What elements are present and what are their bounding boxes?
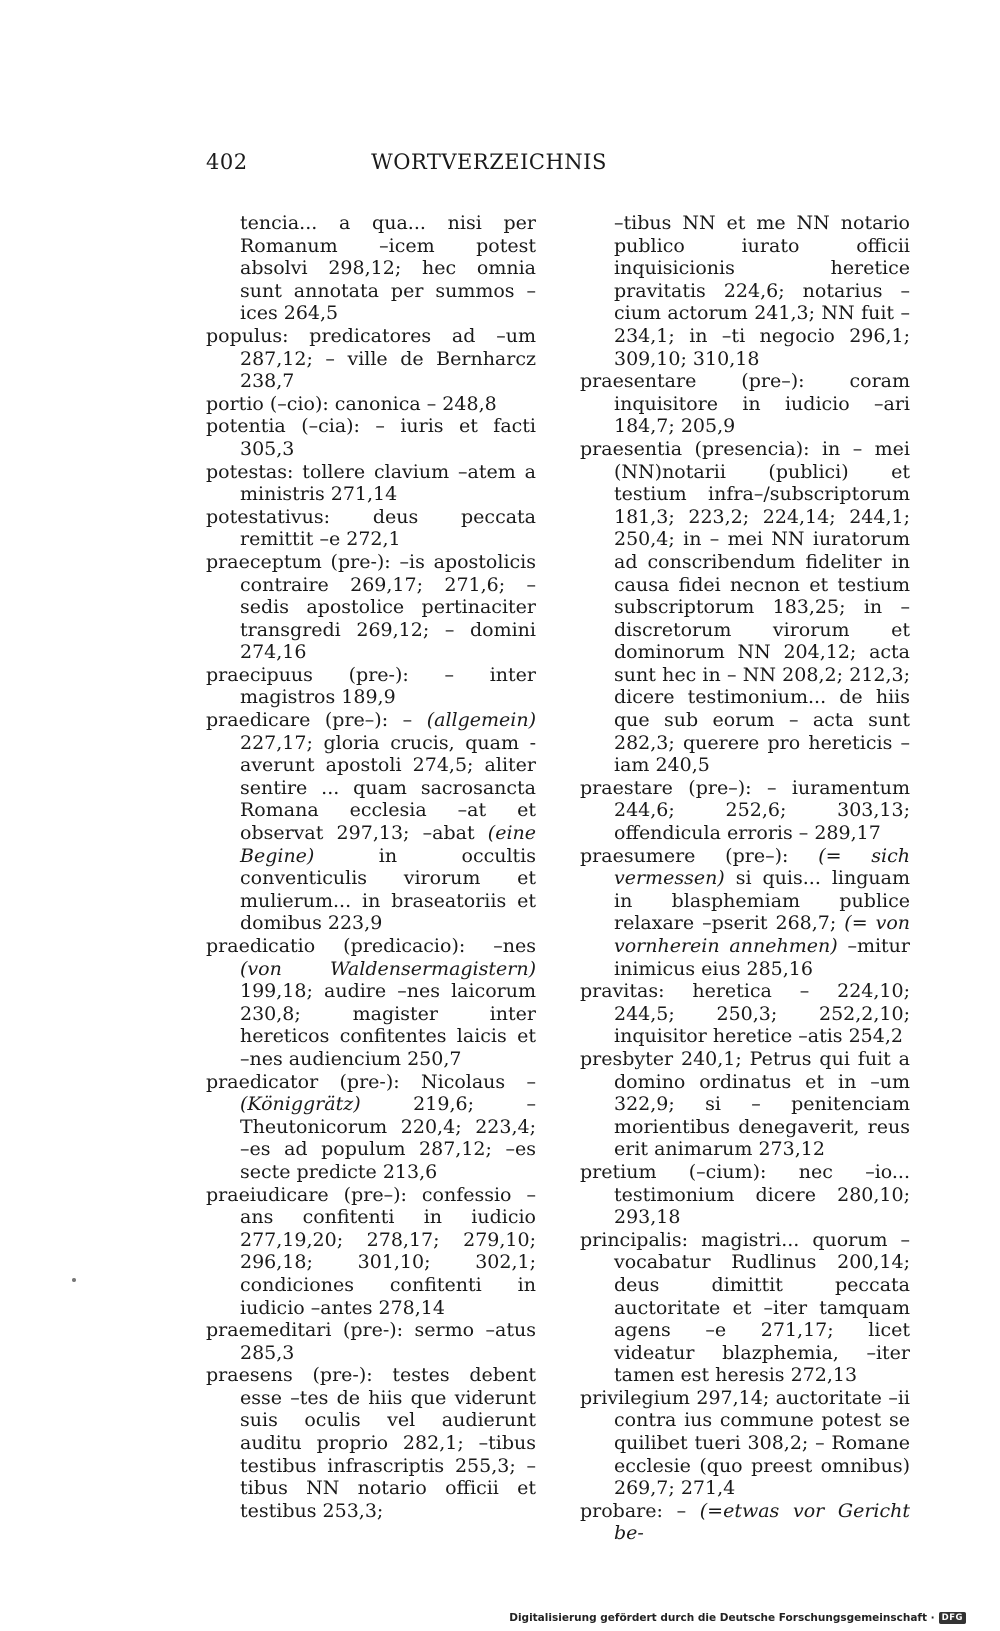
footer-text: Digitalisierung gefördert durch die Deutsche Forschungsgemeinschaft · <box>509 1612 935 1624</box>
index-entry: potestativus: deus peccata remittit –e 272,1 <box>206 505 536 551</box>
index-entry: praeceptum (pre-): –is apostolicis contraire 269,17; 271,6; – sedis apostolice pertinaciter transgredi 269,12; – domini 274,16 <box>206 550 536 664</box>
index-entry: praesentare (pre–): coram inquisitore in iudicio –ari 184,7; 205,9 <box>580 370 910 438</box>
margin-dot <box>72 1278 76 1282</box>
page-title: WORTVERZEICHNIS <box>371 150 607 174</box>
index-entry: praeiudicare (pre–): confessio –ans confitenti in iudicio 277,19,20; 278,17; 279,10; 296,18; 301,10; 302,1; condiciones confitenti in iudicio –antes 278,14 <box>206 1183 536 1319</box>
index-entry: potestas: tollere clavium –atem a ministris 271,14 <box>206 460 536 506</box>
index-entry: praesentia (presencia): in – mei (NN)notarii (publici) et testium infra–/subscriptorum 181,3; 223,2; 224,14; 244,1; 250,4; in – mei NN iuratorum ad conscribendum fideliter in causa fidei necnon et testium subscriptorum 183,25; in – discretorum virorum et dominorum NN 204,12; acta sunt hec in – NN 208,2; 212,3; dicere testimonium... de hiis que sub eorum – acta sunt 282,3; querere pro hereticis –iam 240,5 <box>580 437 910 777</box>
index-entry: tencia... a qua... nisi per Romanum –icem potest absolvi 298,12; hec omnia sunt annotata per summos –ices 264,5 <box>240 212 536 325</box>
index-entry: praedicator (pre-): Nicolaus – (Königgrätz) 219,6; – Theutonicorum 220,4; 223,4; –es ad populum 287,12; –es secte predicte 213,6 <box>206 1070 536 1183</box>
left-column <box>206 212 536 1522</box>
index-entry: –tibus NN et me NN notario publico iurato officii inquisicionis heretice pravitatis 224,6; notarius –cium actorum 241,3; NN fuit – 234,1; in –ti negocio 296,1; 309,10; 310,18 <box>614 212 910 370</box>
index-entry: populus: predicatores ad –um 287,12; – ville de Bernharcz 238,7 <box>206 324 536 393</box>
index-entry: probare: – (=etwas vor Gericht be- <box>580 1499 910 1545</box>
index-entry: praesumere (pre–): (= sich vermessen) si quis... linguam in blasphemiam publice relaxare –pserit 268,7; (= von vornherein annehmen) –mitur inimicus eius 285,16 <box>580 844 911 980</box>
index-entry: principalis: magistri... quorum – vocabatur Rudlinus 200,14; deus dimittit peccata auctoritate et –iter tamquam agens –e 271,17; licet videatur blazphemia, –iter tamen est heresis 272,13 <box>580 1228 910 1387</box>
index-entry: praecipuus (pre-): – inter magistros 189,9 <box>206 663 536 709</box>
index-entry: praemeditari (pre-): sermo –atus 285,3 <box>206 1319 536 1364</box>
index-entry: potentia (–cia): – iuris et facti 305,3 <box>206 415 536 460</box>
digitization-footer <box>509 1612 966 1624</box>
index-entry: praedicatio (predicacio): –nes (von Waldensermagistern) 199,18; audire –nes laicorum 230,8; magister inter hereticos confitentes laicis et –nes audiencium 250,7 <box>206 935 536 1070</box>
index-entry: praestare (pre–): – iuramentum 244,6; 252,6; 303,13; offendicula erroris – 289,17 <box>580 776 910 845</box>
index-entry: praesens (pre-): testes debent esse –tes de hiis que viderunt suis oculis vel audierunt auditu proprio 282,1; –tibus testibus infrascriptis 255,3; –tibus NN notario officii et testibus 253,3; <box>206 1364 536 1522</box>
right-column <box>580 212 910 1545</box>
page-number: 402 <box>206 150 248 174</box>
index-entry: portio (–cio): canonica – 248,8 <box>206 392 497 415</box>
index-entry: pravitas: heretica – 224,10; 244,5; 250,3; 252,2,10; inquisitor heretice –atis 254,2 <box>580 980 910 1048</box>
index-entry: privilegium 297,14; auctoritate –ii contra ius commune potest se quilibet tueri 308,2; – Romane ecclesie (quo preest omnibus) 269,7; 271,4 <box>580 1386 910 1500</box>
dfg-logo-icon: DFG <box>939 1612 966 1624</box>
index-entry: praedicare (pre–): – (allgemein) 227,17; gloria crucis, quam -averunt apostoli 274,5; aliter sentire ... quam sacrosancta Romana ecclesia –at et observat 297,13; –abat (eine Begine) in occultis conventiculis virorum et mulierum... in braseatoriis et domibus 223,9 <box>206 709 536 935</box>
index-entry: pretium (–cium): nec –io... testimonium dicere 280,10; 293,18 <box>580 1160 910 1229</box>
index-entry: presbyter 240,1; Petrus qui fuit a domino ordinatus et in –um 322,9; si – penitenciam morientibus denegaverit, reus erit animarum 273,12 <box>580 1047 910 1161</box>
